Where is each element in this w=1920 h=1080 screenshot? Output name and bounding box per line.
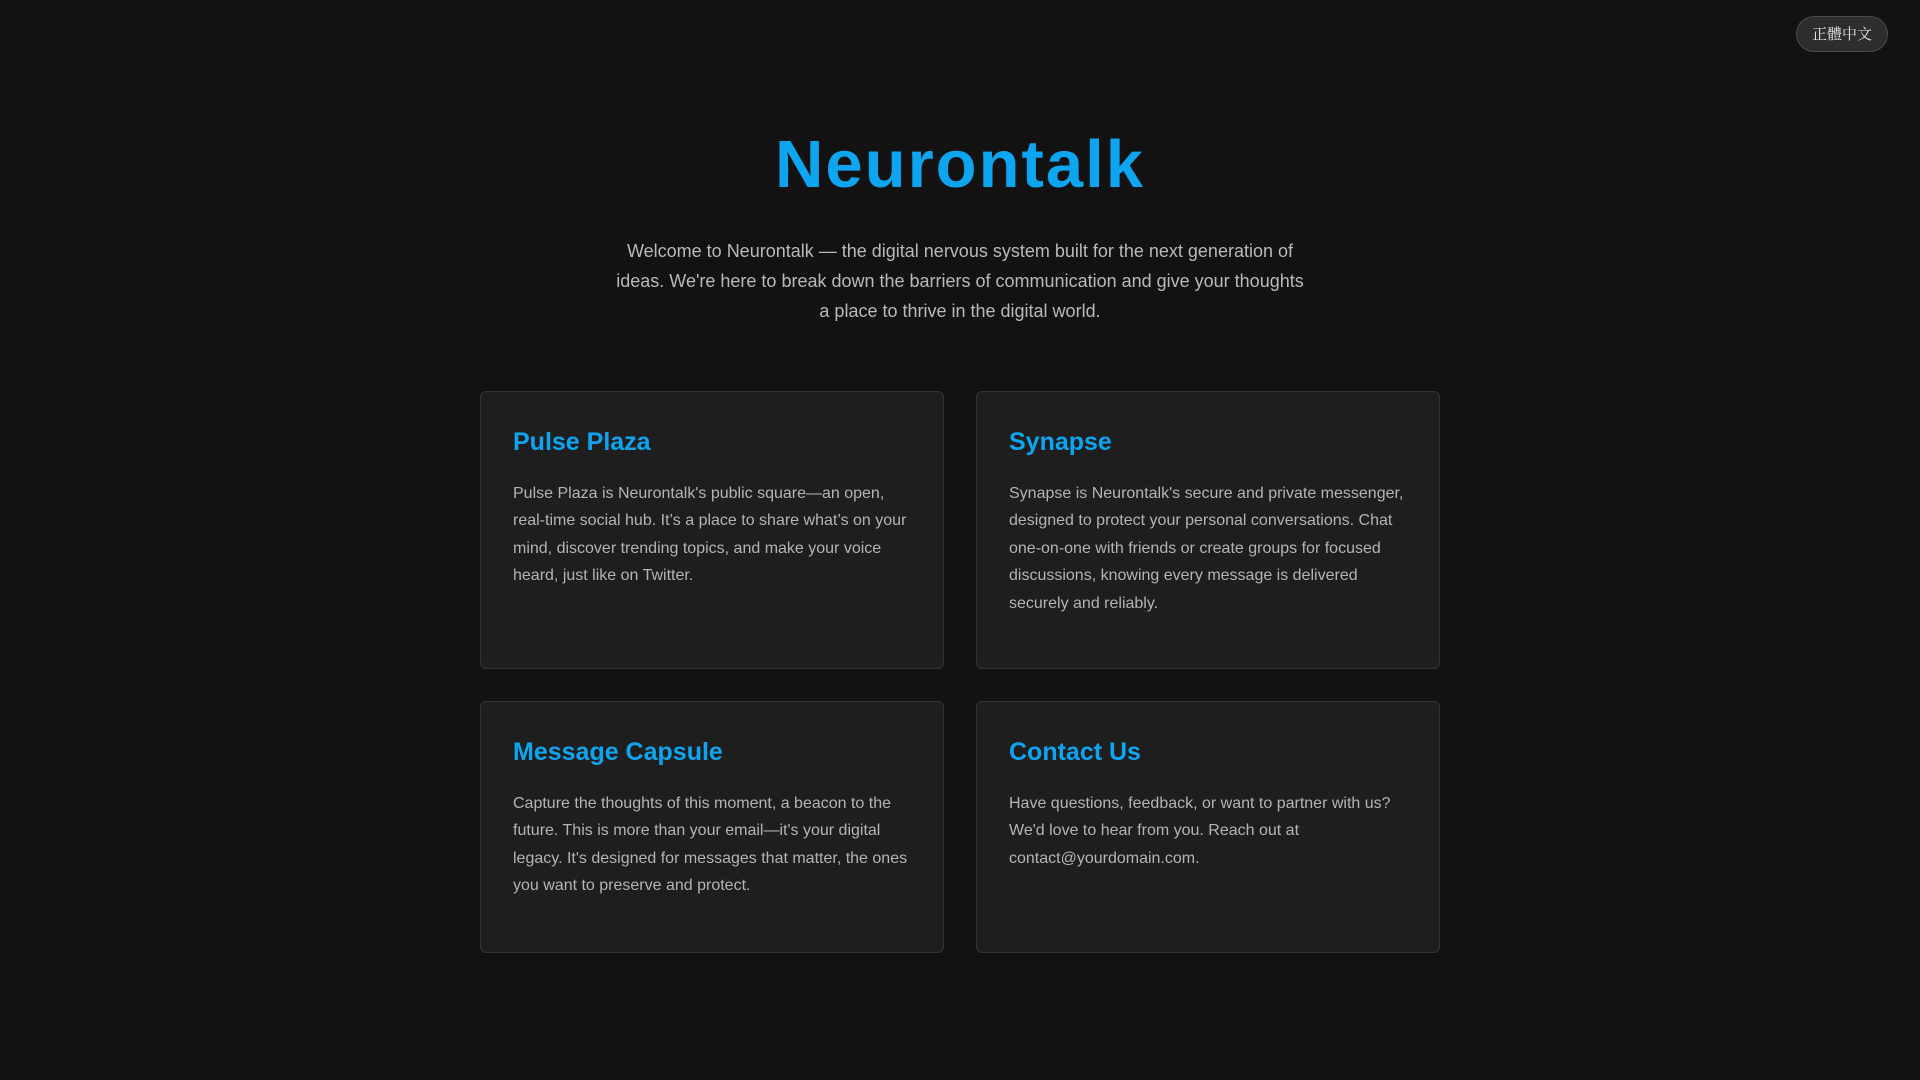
card-title: Contact Us <box>1009 738 1141 766</box>
card-text: Capture the thoughts of this moment, a beacon to the future. This is more than your email—it's your digital legacy. It's designed for messages that matter, the ones you want to preserve and protect. <box>513 795 908 895</box>
card-text: Pulse Plaza is Neurontalk's public square—an open, real-time social hub. It’s a place to share what’s on your mind, discover trending topics, and make your voice heard, just like on Twitter. <box>513 485 907 585</box>
card-synapse <box>976 391 1440 669</box>
card-contact-us <box>976 701 1440 953</box>
card-pulse-plaza <box>480 391 944 669</box>
intro-text: Welcome to Neurontalk — the digital nervous system built for the next generation of ideas. We're here to break down the barriers of communication and give your thoughts a place to thrive in the digital world. <box>616 241 1304 321</box>
card-text: Synapse is Neurontalk's secure and private messenger, designed to protect your personal conversations. Chat one-on-one with friends or create groups for focused discussions, knowing every message is delivered securely and reliably. <box>1009 485 1404 612</box>
card-text: Have questions, feedback, or want to partner with us? We'd love to hear from you. Reach out at contact@yourdomain.com. <box>1009 795 1391 867</box>
card-title: Pulse Plaza <box>513 428 651 456</box>
card-title: Message Capsule <box>513 738 723 766</box>
card-message-capsule <box>480 701 944 953</box>
card-title: Synapse <box>1009 428 1112 456</box>
page-title: Neurontalk <box>775 127 1145 202</box>
language-toggle-button[interactable]: 正體中文 <box>1796 16 1888 52</box>
